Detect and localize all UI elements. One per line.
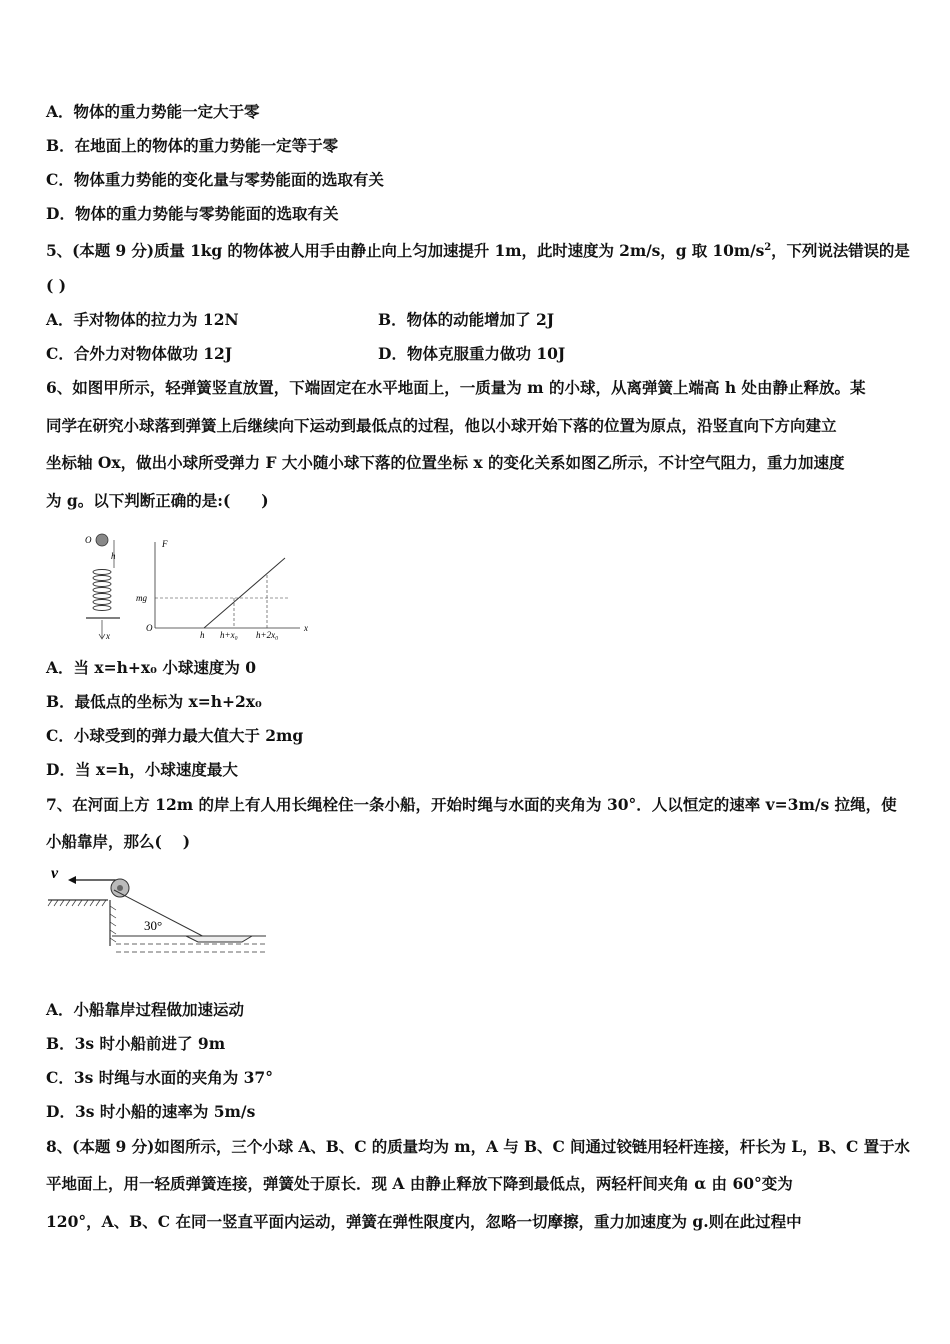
q6-option-b: B．最低点的坐标为 x=h+2x₀ [46,692,262,711]
q6-graph-x-label: x [304,623,308,633]
q5-option-c: C．合外力对物体做功 12J [46,344,233,363]
q7-fig-rope [114,890,214,942]
q4-option-d: D．物体的重力势能与零势能面的选取有关 [46,204,339,223]
ball-icon [96,534,108,546]
q6-fig-origin-label: O [85,535,92,545]
q6-option-a: A．当 x=h+x₀ 小球速度为 0 [46,658,257,677]
pulley-axle-icon [117,885,123,891]
q7-fig-v-label: v [51,865,59,882]
q6-graph-tick-h: h [200,630,205,640]
q6-option-d: D．当 x=h，小球速度最大 [46,760,238,779]
q7-fig-bank-hatch [48,900,106,906]
q7-figure [46,864,270,958]
q6-graph-f-label: F [162,539,168,549]
q4-option-a: A．物体的重力势能一定大于零 [46,102,260,121]
q7-option-d: D．3s 时小船的速率为 5m/s [46,1102,256,1121]
q6-graph-force-line [204,558,285,628]
q6-graph-mg-label: mg [136,593,147,603]
q8-stem-line-3: 120°，A、B、C 在同一竖直平面内运动，弹簧在弹性限度内，忽略一切摩擦，重力加速度为 g.则在此过程中 [46,1212,802,1231]
boat-icon [186,936,252,942]
arrow-left-icon [68,876,76,884]
q7-fig-wall-hatch [110,906,116,942]
q7-stem-line-1: 7、在河面上方 12m 的岸上有人用长绳栓住一条小船，开始时绳与水面的夹角为 30°．人以恒定的速率 v=3m/s 拉绳，使 [46,795,897,814]
q6-stem-line-1: 6、如图甲所示，轻弹簧竖直放置，下端固定在水平地面上，一质量为 m 的小球，从离弹簧上端高 h 处由静止释放。某 [46,378,866,397]
q5-option-d: D．物体克服重力做功 10J [378,344,566,363]
q6-stem-line-2: 同学在研究小球落到弹簧上后继续向下运动到最低点的过程，他以小球开始下落的位置为原点，沿竖直向下方向建立 [46,416,837,435]
q7-option-b: B．3s 时小船前进了 9m [46,1034,226,1053]
q7-stem-line-2: 小船靠岸，那么( ) [46,832,191,851]
q7-option-c: C．3s 时绳与水面的夹角为 37° [46,1068,273,1087]
q6-graph-tick-h-2x0: h+2x₀ [256,630,279,640]
q8-stem-line-2: 平地面上，用一轻质弹簧连接，弹簧处于原长．现 A 由静止释放下降到最低点，两轻杆间夹角 α 由 60°变为 [46,1174,793,1193]
q5-option-b: B．物体的动能增加了 2J [378,310,555,329]
q6-stem-line-3: 坐标轴 Ox，做出小球所受弹力 F 大小随小球下落的位置坐标 x 的变化关系如图乙所示，不计空气阻力，重力加速度 [46,453,845,472]
q5-stem-line-2: ( ) [46,276,67,295]
q4-option-b: B．在地面上的物体的重力势能一定等于零 [46,136,339,155]
q7-fig-angle-label: 30° [144,918,163,933]
q6-fig-h-label: h [111,551,116,561]
q6-option-c: C．小球受到的弹力最大值大于 2mg [46,726,304,745]
q6-graph-origin: O [146,623,153,633]
q6-fig-x-axis-name: x [106,631,110,641]
q5-stem-line-1: 5、(本题 9 分)质量 1kg 的物体被人用手由静止向上匀加速提升 1m，此时速度为 2m/s，g 取 $10m/s^2$，下列说法错误的是 [46,241,910,261]
q6-graph-tick-h-x0: h+x₀ [220,630,238,640]
q6-stem-line-4: 为 g。以下判断正确的是:( ) [46,491,269,510]
q5-option-a: A．手对物体的拉力为 12N [46,310,239,329]
q6-figure [76,528,316,646]
q4-option-c: C．物体重力势能的变化量与零势能面的选取有关 [46,170,384,189]
q8-stem-line-1: 8、(本题 9 分)如图所示，三个小球 A、B、C 的质量均为 m，A 与 B、C 间通过铰链用轻杆连接，杆长为 L，B、C 置于水 [46,1137,910,1156]
q7-fig-water-waves [116,944,266,952]
spring-icon [93,570,111,611]
q7-option-a: A．小船靠岸过程做加速运动 [46,1000,245,1019]
